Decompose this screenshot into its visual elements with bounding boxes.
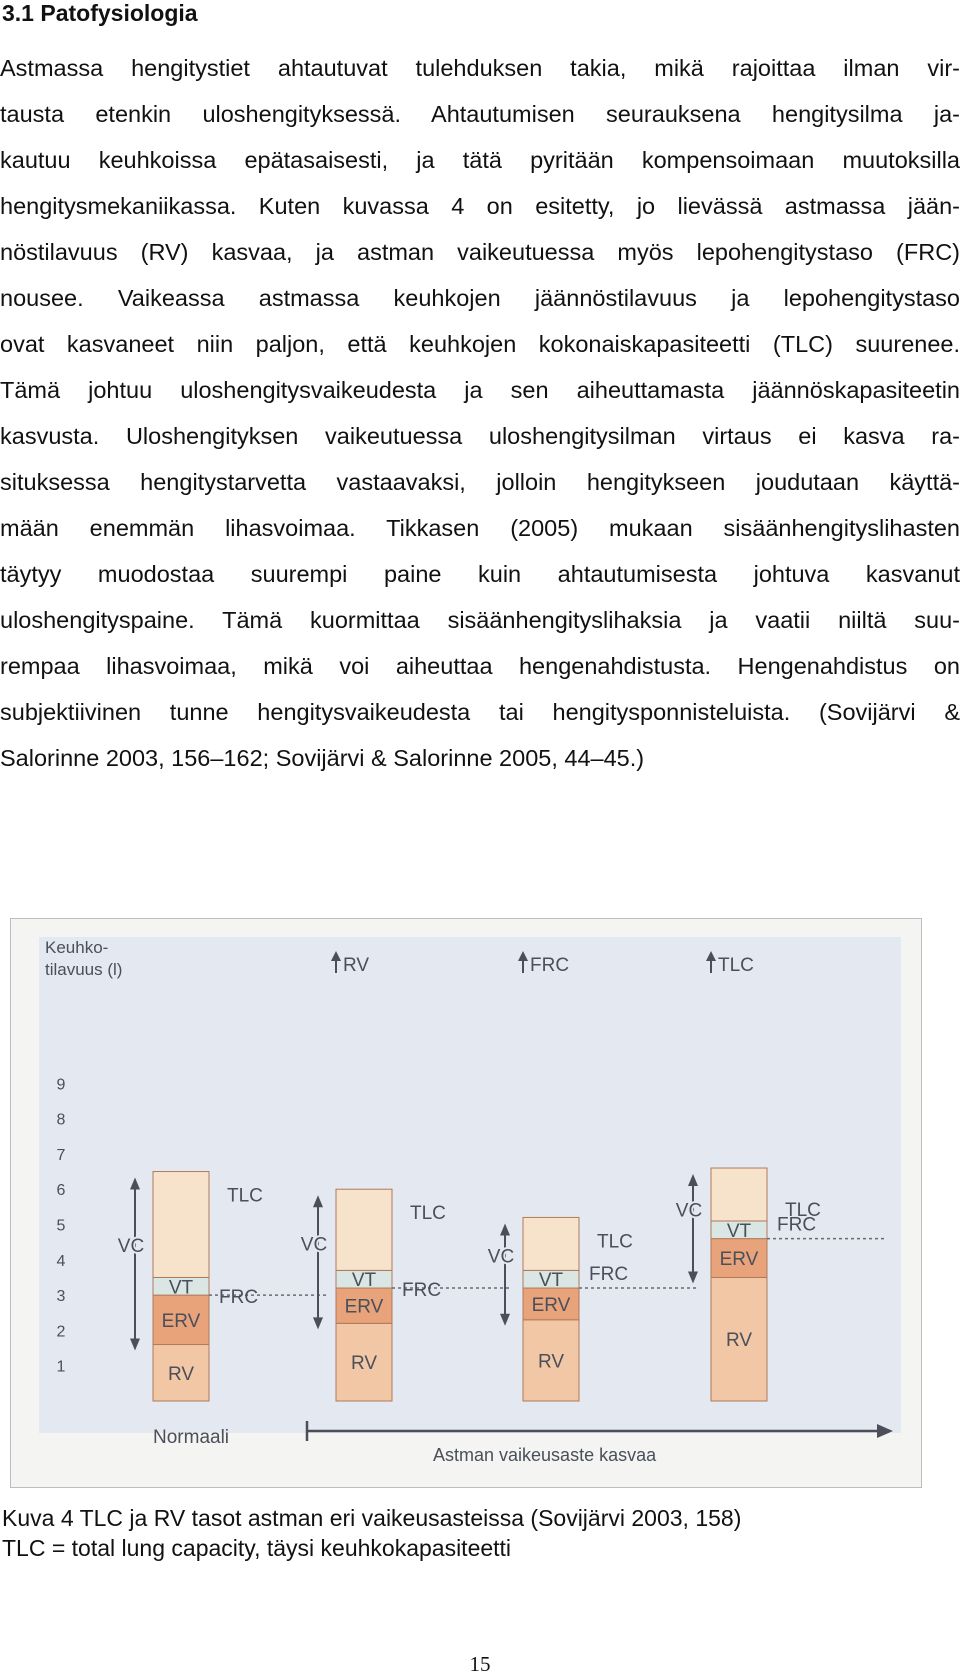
- frc-label: FRC: [219, 1287, 259, 1309]
- lung-volume-bar: [153, 1172, 209, 1401]
- vc-label: VC: [675, 1200, 703, 1222]
- severity-arrow-label: Astman vaikeusaste kasvaa: [433, 1445, 657, 1465]
- frc-label: FRC: [777, 1214, 817, 1236]
- paragraph-line: Astmassa hengitystiet ahtautuvat tulehduksen takia, mikä rajoittaa ilman vir-: [0, 55, 960, 81]
- y-tick-label: 3: [56, 1288, 66, 1306]
- rv-label: RV: [725, 1330, 753, 1352]
- paragraph-line: Tämä johtuu uloshengitysvaikeudesta ja sen aiheuttamasta jäännöskapasiteetin: [0, 377, 960, 403]
- tlc-label: TLC: [597, 1231, 633, 1253]
- paragraph-line: täytyy muodostaa suurempi paine kuin ahtautumisesta johtuva kasvanut: [0, 561, 960, 587]
- paragraph-line: nöstilavuus (RV) kasvaa, ja astman vaikeutuessa myös lepohengitystaso (FRC): [0, 239, 960, 265]
- lung-volume-bar: [711, 1168, 767, 1401]
- paragraph-line: mään enemmän lihasvoimaa. Tikkasen (2005) mukaan sisäänhengityslihasten: [0, 515, 960, 541]
- vc-label: VC: [117, 1236, 145, 1258]
- paragraph-line: subjektiivinen tunne hengitysvaikeudesta tai hengitysponnisteluista. (Sovijärvi &: [0, 699, 960, 725]
- rv-label: RV: [537, 1351, 565, 1373]
- tlc-label: TLC: [410, 1203, 446, 1225]
- paragraph-line: kautuu keuhkoissa epätasaisesti, ja tätä pyritään kompensoimaan muutoksilla: [0, 147, 960, 173]
- lung-volume-figure: [10, 918, 922, 1488]
- paragraph-line: nousee. Vaikeassa astmassa keuhkojen jäännöstilavuus ja lepohengitystaso: [0, 285, 960, 311]
- lung-volume-bar: [523, 1217, 579, 1401]
- vt-label: VT: [538, 1270, 564, 1292]
- y-tick-label: 8: [56, 1111, 66, 1129]
- caption-line-1: Kuva 4 TLC ja RV tasot astman eri vaikeusasteissa (Sovijärvi 2003, 158): [2, 1505, 742, 1531]
- y-tick-label: 1: [56, 1358, 66, 1376]
- caption-line-2: TLC = total lung capacity, täysi keuhkokapasiteetti: [2, 1535, 512, 1561]
- rv-label: RV: [350, 1353, 378, 1375]
- tlc-label: TLC: [227, 1185, 263, 1207]
- page-number: 15: [469, 1652, 491, 1676]
- y-tick-label: 7: [56, 1146, 66, 1164]
- frc-label: FRC: [589, 1264, 629, 1286]
- tlc-segment: [523, 1217, 579, 1270]
- vc-label: VC: [300, 1234, 328, 1256]
- tlc-segment: [711, 1168, 767, 1221]
- lung-volume-chart: [11, 919, 921, 1487]
- paragraph-line: kasvusta. Uloshengityksen vaikeutuessa uloshengitysilman virtaus ei kasva ra-: [0, 423, 960, 449]
- y-axis-title: tilavuus (l): [45, 960, 123, 979]
- frc-label: FRC: [402, 1280, 442, 1302]
- vt-label: VT: [726, 1220, 752, 1242]
- erv-label: ERV: [161, 1310, 201, 1332]
- paragraph-line: tausta etenkin uloshengityksessä. Ahtautumisen seurauksena hengitysilma ja-: [0, 101, 960, 127]
- erv-label: ERV: [719, 1249, 759, 1271]
- y-tick-label: 6: [56, 1182, 66, 1200]
- increase-label: FRC: [530, 955, 570, 976]
- vt-label: VT: [168, 1277, 194, 1299]
- paragraph-line: ovat kasvaneet niin paljon, että keuhkojen kokonaiskapasiteetti (TLC) suurenee.: [0, 331, 960, 357]
- erv-label: ERV: [531, 1294, 571, 1316]
- paragraph-line: Salorinne 2003, 156–162; Sovijärvi & Salorinne 2005, 44–45.): [0, 745, 645, 771]
- tlc-label: TLC: [785, 1200, 821, 1222]
- lung-volume-bar: [336, 1189, 392, 1401]
- figure-caption: [2, 1503, 741, 1563]
- tlc-segment: [336, 1189, 392, 1270]
- tlc-segment: [153, 1172, 209, 1278]
- vc-label: VC: [487, 1246, 515, 1268]
- body-paragraph: [0, 45, 960, 781]
- rv-label: RV: [167, 1363, 195, 1385]
- y-tick-label: 9: [56, 1076, 66, 1094]
- y-tick-label: 4: [56, 1252, 66, 1270]
- erv-label: ERV: [344, 1296, 384, 1318]
- section-heading: 3.1 Patofysiologia: [2, 0, 198, 26]
- paragraph-line: hengitysmekaniikassa. Kuten kuvassa 4 on esitetty, jo lievässä astmassa jään-: [0, 193, 960, 219]
- paragraph-line: situksessa hengitystarvetta vastaavaksi, jolloin hengitykseen joudutaan käyttä-: [0, 469, 960, 495]
- y-axis-title: Keuhko-: [45, 938, 109, 957]
- y-tick-label: 2: [56, 1323, 66, 1341]
- increase-label: TLC: [718, 955, 754, 976]
- increase-label: RV: [343, 955, 370, 976]
- vt-label: VT: [351, 1270, 377, 1292]
- x-category-label: Normaali: [153, 1427, 230, 1448]
- paragraph-line: rempaa lihasvoimaa, mikä voi aiheuttaa hengenahdistusta. Hengenahdistus on: [0, 653, 960, 679]
- y-tick-label: 5: [56, 1217, 66, 1235]
- paragraph-line: uloshengityspaine. Tämä kuormittaa sisäänhengityslihaksia ja vaatii niiltä suu-: [0, 607, 960, 633]
